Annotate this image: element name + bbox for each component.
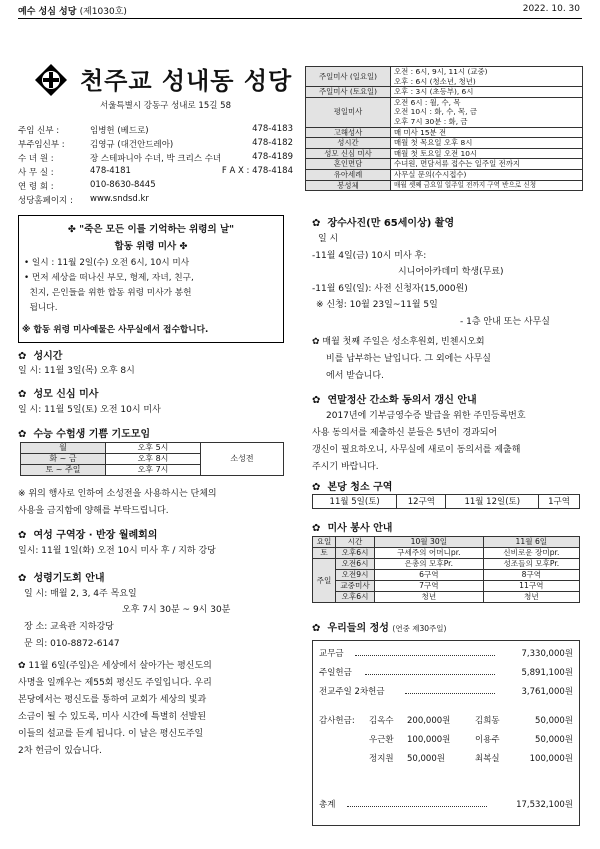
lay-sunday-line: ✿ 11월 6일(주일)은 세상에서 살아가는 평신도의 — [18, 661, 212, 671]
section-heading: ✿ 성모 신심 미사 — [18, 389, 99, 400]
schedule-row: 평일미사 오전 6시 : 월, 수, 목 오전 10시 : 화, 수, 목, 금 오후 7시 30분 : 화, 금 — [306, 97, 583, 127]
exam-note: ※ 위의 행사로 인하여 소성전을 사용하시는 단체의 — [18, 489, 217, 499]
memorial-title-1: ✤ "죽은 모든 이를 기억하는 위령의 날" — [67, 224, 235, 235]
schedule-row: 봉성체 매월 셋째 금요일 일주일 전까지 구역 반으로 신청 — [306, 180, 583, 191]
issue-number: (제1030호) — [79, 7, 127, 17]
dues-line: 비를 납부하는 날입니다. 그 외에는 사무실 — [326, 354, 491, 364]
flower-icon: ✿ — [312, 395, 321, 406]
homepage-link[interactable]: www.sndsd.kr — [90, 194, 149, 204]
tax-line: 사용 동의서를 제출하신 분들은 5년이 경과되어 — [312, 428, 498, 438]
photo-line: 일 시 — [318, 234, 339, 244]
section-heading: ✿ 연말정산 간소화 동의서 갱신 안내 — [312, 395, 477, 406]
thanks-row: 정지원 50,000원 최복실 100,000원 — [369, 754, 573, 764]
exam-prayer-table: 월 오후 5시 소성전 화 ~ 금 오후 8시 토 ~ 주일 오후 7시 — [20, 442, 284, 476]
cleaning-table: 11월 5일(토) 12구역 11월 12일(토) 1구역 — [312, 494, 580, 509]
lay-sunday-line: 본당에서는 평신도를 통하여 교회가 세상의 빛과 — [18, 695, 207, 705]
page-title: 천주교 성내동 성당 — [80, 66, 293, 95]
contact-row: 연 령 회 : 010-8630-8445 — [18, 180, 156, 192]
flower-icon: ✿ — [18, 530, 27, 541]
parish-name: 예수 성심 성당 — [18, 7, 77, 17]
schedule-row: 유아세례 사무실 문의(수시접수) — [306, 169, 583, 180]
prayer-line: 문 의: 010-8872-6147 — [24, 639, 120, 649]
photo-line: -11월 4일(금) 10시 미사 후: — [312, 251, 427, 261]
contact-row: 성당홈페이지 : www.sndsd.kr — [18, 194, 149, 206]
flower-icon: ✿ — [18, 351, 27, 362]
schedule-row: 주일미사 (토요일) 오후 : 3시 (초등부), 6시 — [306, 87, 583, 98]
flower-icon: ✿ — [312, 623, 321, 634]
prayer-line: 오후 7시 30분 ~ 9시 30분 — [122, 605, 231, 615]
memorial-note: ※ 합동 위령 미사예물은 사무실에서 접수합니다. — [22, 325, 209, 335]
holy-hour-text: 일 시: 11월 3일(목) 오후 8시 — [18, 366, 135, 376]
header-divider — [18, 18, 582, 19]
contact-row: 주임 신부 : 임병헌 (베드로) 478-4183 — [18, 124, 293, 136]
flower-icon: ✿ — [18, 429, 27, 440]
flower-icon: ✿ — [312, 218, 321, 229]
total-row: 총계 17,532,100원 — [319, 800, 573, 810]
lay-sunday-line: 소금이 될 수 있도록, 미사 시간에 특별히 선발된 — [18, 712, 207, 722]
photo-line: ※ 신청: 10월 23일~11월 5일 — [316, 300, 438, 310]
tax-line: 2017년에 기부금영수증 발급을 위한 주민등록번호 — [326, 411, 526, 421]
section-heading: ✿ 본당 청소 구역 — [312, 482, 393, 493]
address: 서울특별시 강동구 성내로 15길 58 — [100, 101, 231, 111]
offering-box — [312, 640, 580, 826]
lay-sunday-line: 2차 헌금이 있습니다. — [18, 746, 102, 756]
contact-row: 수 녀 원 : 장 스테파니아 수녀, 박 크리스 수녀 478-4189 — [18, 152, 293, 164]
schedule-row: 주일미사 (일요일) 오전 : 6시, 9시, 11시 (교중) 오후 : 6시 (청소년, 청년) — [306, 67, 583, 87]
contact-row: 부주임신부 : 김영규 (대건안드레아) 478-4182 — [18, 138, 293, 150]
schedule-row: 성모 신심 미사 매월 첫 토요일 오전 10시 — [306, 148, 583, 159]
offering-row: 교무금 7,330,000원 — [319, 649, 573, 659]
memorial-title-2: 합동 위령 미사 ✤ — [114, 241, 188, 252]
contact-row: 사 무 실 : 478-4181 F A X : 478-4184 — [18, 166, 293, 178]
tax-line: 주시기 바랍니다. — [312, 462, 379, 472]
marian-mass-text: 일 시: 11월 5일(토) 오전 10시 미사 — [18, 405, 161, 415]
service-table: 요일 시간 10월 30일 11월 6일 토 오후6시 구세주의 어머니pr. 신비로운 장미pr. 주일 오전6시 은총의 모후Pr. 성조들의 모후Pr. 오전9시 6구역 8구역 교중미사 7구역 11구역 오후6시 청년 청년 — [312, 536, 580, 603]
schedule-row: 혼인면담 수녀원, 면담서류 접수는 일주일 전까지 — [306, 159, 583, 170]
flower-icon: ✿ — [18, 573, 27, 584]
exam-note: 사용을 금지함에 양해를 부탁드립니다. — [18, 506, 169, 516]
church-logo-icon — [34, 63, 68, 97]
section-heading: ✿ 우리들의 정성 (연중 제30주일) — [312, 623, 447, 634]
flower-icon: ✿ — [18, 389, 27, 400]
dues-line: 에서 받습니다. — [326, 371, 384, 381]
prayer-line: 장 소: 교육관 지하강당 — [24, 622, 114, 632]
photo-line: - 1층 안내 또는 사무실 — [460, 317, 550, 327]
thanks-row: 우근환 100,000원 이용주 50,000원 — [369, 735, 573, 745]
lay-sunday-line: 이들의 설교를 듣게 됩니다. 이 날은 평신도주일 — [18, 729, 204, 739]
flower-icon: ✿ — [312, 482, 321, 493]
section-heading: ✿ 성시간 — [18, 351, 63, 362]
prayer-line: 일 시: 매월 2, 3, 4주 목요일 — [24, 589, 137, 599]
offering-row: 주일헌금 5,891,100원 — [319, 668, 573, 678]
dues-line: ✿ 매월 첫째 주일은 성소후원회, 빈첸시오회 — [312, 337, 485, 347]
schedule-row: 성시간 매월 첫 목요일 오후 8시 — [306, 138, 583, 149]
memorial-line: • 먼저 세상을 떠나신 부모, 형제, 자녀, 친구, — [24, 273, 194, 283]
flower-icon: ✿ — [312, 523, 321, 534]
lay-sunday-line: 사명을 일깨우는 제55회 평신도 주일입니다. 우리 — [18, 678, 212, 688]
tax-line: 갱신이 필요하오니, 사무실에 새로이 동의서를 제출해 — [312, 445, 521, 455]
schedule-row: 고해성사 매 미사 15분 전 — [306, 127, 583, 138]
section-heading: ✿ 수능 수험생 기쁨 기도모임 — [18, 429, 151, 440]
section-heading: ✿ 여성 구역장 · 반장 월례회의 — [18, 530, 158, 541]
flower-icon: ✿ — [18, 661, 29, 671]
section-heading: ✿ 미사 봉사 안내 — [312, 523, 393, 534]
memorial-line: 됩니다. — [24, 303, 58, 313]
memorial-line: • 일시 : 11월 2일(수) 오전 6시, 10시 미사 — [24, 258, 190, 268]
photo-line: -11월 6일(일): 사전 신청자(15,000원) — [312, 284, 468, 294]
section-heading: ✿ 성령기도회 안내 — [18, 573, 105, 584]
header-parish — [18, 4, 127, 17]
thanks-row: 감사헌금: 김옥수 200,000원 김희동 50,000원 — [319, 716, 573, 726]
flower-icon: ✿ — [312, 337, 323, 347]
women-text: 일시: 11월 1일(화) 오전 10시 미사 후 / 지하 강당 — [18, 546, 216, 556]
mass-schedule-table — [305, 66, 583, 191]
header-date: 2022. 10. 30 — [522, 4, 580, 14]
section-heading: ✿ 장수사진(만 65세이상) 촬영 — [312, 218, 455, 229]
memorial-line: 친지, 은인들을 위한 합동 위령 미사가 봉헌 — [24, 288, 192, 298]
offering-row: 전교주일 2차헌금 3,761,000원 — [319, 687, 573, 697]
photo-line: 시니어아카데미 학생(무료) — [398, 267, 504, 277]
